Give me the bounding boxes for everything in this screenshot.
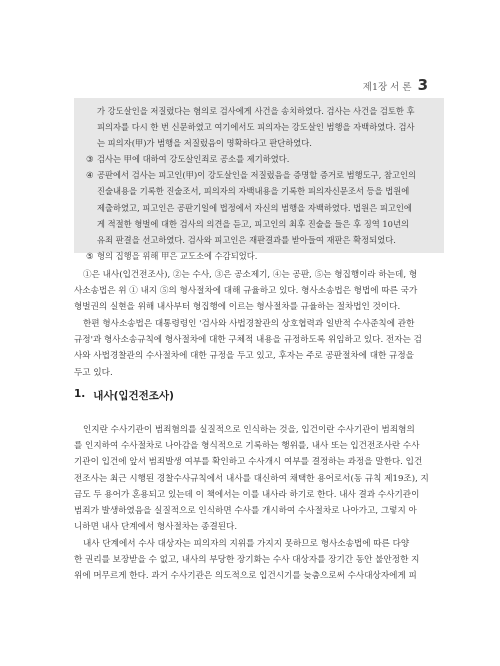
text-line: 전조사는 최근 시행된 경찰수사규칙에서 내사를 대신하여 채택한 용어로서(동 규칙 제19조), 지 (74, 473, 429, 484)
text-line: 형벌권의 실현을 위해 내사부터 형집행에 이르는 형사절차를 규율하는 절차법인 것이다. (74, 302, 401, 313)
section-heading (74, 388, 174, 403)
box-line: 검사는 甲에 대하여 강도살인죄로 공소를 제기하였다. (97, 154, 290, 165)
text-line: 금도 두 용어가 혼용되고 있는데 이 책에서는 이를 내사라 하기로 한다. 내사 결과 수사기관이 (74, 489, 420, 500)
box-line: 유죄 판결을 선고하였다. 검사와 피고인은 재판결과를 받아들여 재판은 확정되었다. (97, 234, 396, 245)
text-line: 사와 사법경찰관의 수사절차에 대한 규정을 두고 있고, 후자는 주로 공판절차에 대한 규정을 (74, 351, 414, 362)
box-line: 형의 집행을 위해 甲은 교도소에 수감되었다. (97, 250, 258, 261)
item-marker: ④ (86, 170, 94, 181)
box-line: 공판에서 검사는 피고인(甲)이 강도살인을 저질렀음을 증명할 증거로 범행도구, 참고인의 (97, 170, 417, 181)
box-line: 제출하였고, 피고인은 공판기일에 법정에서 자신의 범행을 자백하였다. 법원은 피고인에 (97, 202, 412, 213)
box-item-5 (86, 248, 432, 264)
box-line: 는 피의자(甲)가 범행을 저질렀음이 명확하다고 판단하였다. (97, 138, 312, 149)
text-line: 기관이 입건에 앞서 범죄발생 여부를 확인하고 수사개시 여부를 결정하는 과정을 말한다. 입건 (74, 457, 423, 468)
paragraph-rights (74, 536, 446, 585)
text-line: 위에 머무르게 한다. 과거 수사기관은 의도적으로 입건시기를 늦춤으로써 수사대상자에게 피 (74, 571, 417, 582)
box-line: 진술내용을 기록한 진술조서, 피의자의 자백내용을 기록한 피의자신문조서 등을 법원에 (97, 186, 410, 197)
text-line: 한편 형사소송법은 대통령령인 '검사와 사법경찰관의 상호협력과 일반적 수사준칙에 관한 (83, 319, 415, 329)
item-marker: ⑤ (86, 250, 94, 261)
section-number: 1. (74, 388, 86, 400)
text-line: 사소송법은 위 ① 내지 ⑤의 형사절차에 대해 규율하고 있다. 형사소송법은 형법에 따른 국가 (74, 286, 418, 297)
running-head (363, 76, 428, 94)
page-number: 3 (417, 76, 428, 94)
text-line: 인지란 수사기관이 범죄혐의를 실질적으로 인식하는 것을, 입건이란 수사기관이 범죄혐의 (83, 425, 415, 435)
chapter-title: 제1장 서 론 (362, 82, 412, 93)
item-marker: ③ (86, 154, 94, 165)
text-line: 두고 있다. (74, 367, 113, 378)
text-line: 내사 단계에서 수사 대상자는 피의자의 지위를 가지지 못하므로 형사소송법에 따른 다양 (83, 539, 410, 549)
text-line: 규정'과 형사소송규칙에 형사절차에 대한 구체적 내용을 규정하도록 위임하고 있다. 전자는 검 (74, 335, 422, 346)
paragraph-stages (74, 267, 446, 316)
section-title: 내사(입건전조사) (93, 390, 174, 402)
text-line: 를 인지하여 수사절차로 나아감을 형식적으로 기록하는 행위를, 내사 또는 입건전조사란 수사 (74, 441, 420, 452)
paragraph-definition (74, 422, 446, 535)
text-line: ①은 내사(입건전조사), ②는 수사, ③은 공소제기, ④는 공판, ⑤는 형집행이라 하는데, 형 (83, 270, 418, 280)
box-line: 게 적절한 형벌에 대한 검사의 의견을 듣고, 피고인의 최후 진술을 들은 후 징역 10년의 (97, 218, 409, 229)
box-line: 피의자를 다시 한 번 신문하였고 여기에서도 피의자는 강도살인 범행을 자백하였다. 검사 (97, 122, 415, 133)
text-line: 니하면 내사 단계에서 형사절차는 종결된다. (74, 522, 238, 533)
box-item-4 (86, 167, 432, 247)
box-item-3 (86, 151, 432, 167)
text-line: 한 권리를 보장받을 수 없고, 내사의 부당한 장기화는 수사 대상자를 장기간 동안 불안정한 지 (74, 555, 420, 566)
example-box (74, 98, 444, 261)
paragraph-delegation (74, 316, 446, 381)
text-line: 범죄가 발생하였음을 실질적으로 인식하면 수사를 개시하여 수사절차로 나아가고, 그렇지 아 (74, 506, 417, 517)
box-line: 가 강도살인을 저질렀다는 혐의로 검사에게 사건을 송치하였다. 검사는 사건을 검토한 후 (97, 106, 415, 116)
